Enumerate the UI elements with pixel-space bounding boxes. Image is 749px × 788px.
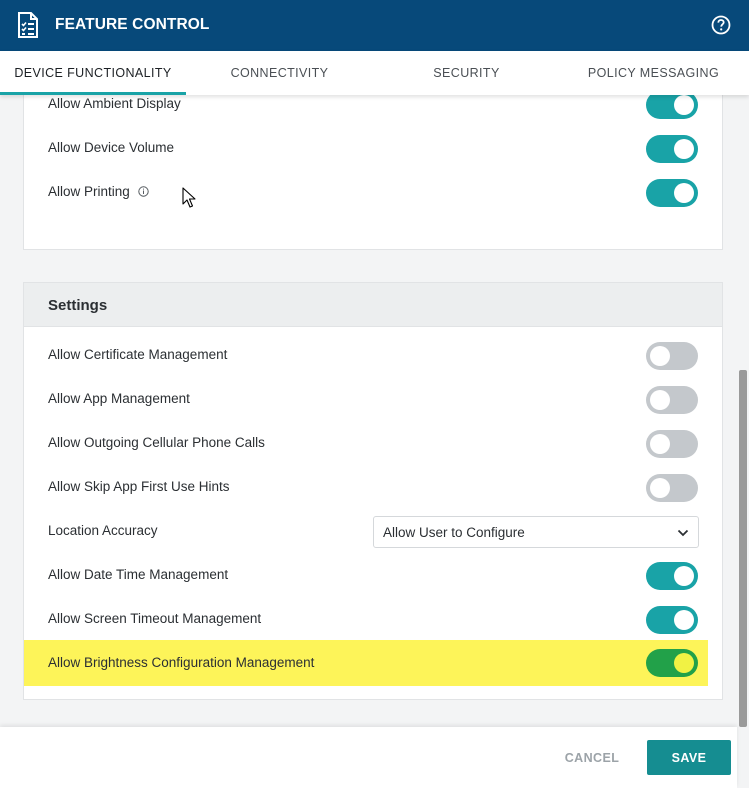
setting-label: Allow Screen Timeout Management (48, 611, 262, 626)
help-circle-icon[interactable] (711, 15, 731, 35)
app-management-toggle[interactable] (646, 386, 698, 414)
setting-label: Allow Device Volume (48, 140, 175, 155)
device-volume-toggle[interactable] (646, 135, 698, 163)
setting-row-brightness (24, 640, 708, 686)
setting-row-date-time (24, 554, 722, 598)
setting-row-printing (24, 171, 722, 215)
settings-title: Settings (48, 297, 108, 314)
setting-row-skip-hints (24, 466, 722, 510)
setting-label: Allow Ambient Display (48, 96, 181, 111)
setting-row-app-management (24, 378, 722, 422)
setting-row-screen-timeout (24, 598, 722, 642)
dialog-footer (0, 727, 737, 788)
setting-label: Allow Certificate Management (48, 347, 228, 362)
certificate-management-toggle[interactable] (646, 342, 698, 370)
dialog-header (0, 0, 749, 51)
screen-timeout-toggle[interactable] (646, 606, 698, 634)
setting-row-certificate-management (24, 334, 722, 378)
outgoing-calls-toggle[interactable] (646, 430, 698, 458)
save-button[interactable]: SAVE (647, 740, 731, 775)
setting-label (48, 184, 149, 199)
setting-row-outgoing-calls (24, 422, 722, 466)
date-time-toggle[interactable] (646, 562, 698, 590)
settings-header (24, 283, 722, 327)
setting-label: Allow App Management (48, 391, 190, 406)
setting-label: Location Accuracy (48, 523, 158, 538)
setting-label: Allow Date Time Management (48, 567, 229, 582)
settings-card (23, 282, 723, 700)
skip-hints-toggle[interactable] (646, 474, 698, 502)
active-tab-indicator (0, 92, 186, 95)
checklist-document-icon (17, 12, 39, 38)
scroll-content[interactable] (0, 95, 737, 727)
mouse-pointer-icon (182, 187, 196, 209)
scrollbar-thumb[interactable] (739, 370, 747, 727)
device-functionality-card (23, 95, 723, 250)
tab-policy-messaging[interactable]: POLICY MESSAGING (587, 66, 720, 80)
cancel-button[interactable]: CANCEL (564, 750, 620, 765)
location-accuracy-value: Allow User to Configure (383, 525, 525, 540)
setting-label: Allow Skip App First Use Hints (48, 479, 230, 494)
chevron-down-icon (677, 527, 689, 539)
brightness-toggle[interactable] (646, 649, 698, 677)
tab-connectivity[interactable]: CONNECTIVITY (230, 66, 329, 80)
setting-label: Allow Brightness Configuration Management (48, 655, 315, 670)
setting-label: Allow Outgoing Cellular Phone Calls (48, 435, 265, 450)
printing-toggle[interactable] (646, 179, 698, 207)
ambient-display-toggle[interactable] (646, 95, 698, 119)
dialog-title: FEATURE CONTROL (55, 16, 210, 33)
tab-security[interactable]: SECURITY (433, 66, 500, 80)
tab-bar (0, 51, 749, 95)
setting-row-ambient-display (24, 95, 722, 127)
printing-label: Allow Printing (48, 184, 130, 199)
setting-row-location-accuracy (24, 510, 722, 554)
tab-device-functionality[interactable]: DEVICE FUNCTIONALITY (14, 66, 172, 80)
info-icon[interactable] (138, 186, 149, 197)
location-accuracy-select[interactable] (373, 516, 699, 548)
setting-row-device-volume (24, 127, 722, 171)
